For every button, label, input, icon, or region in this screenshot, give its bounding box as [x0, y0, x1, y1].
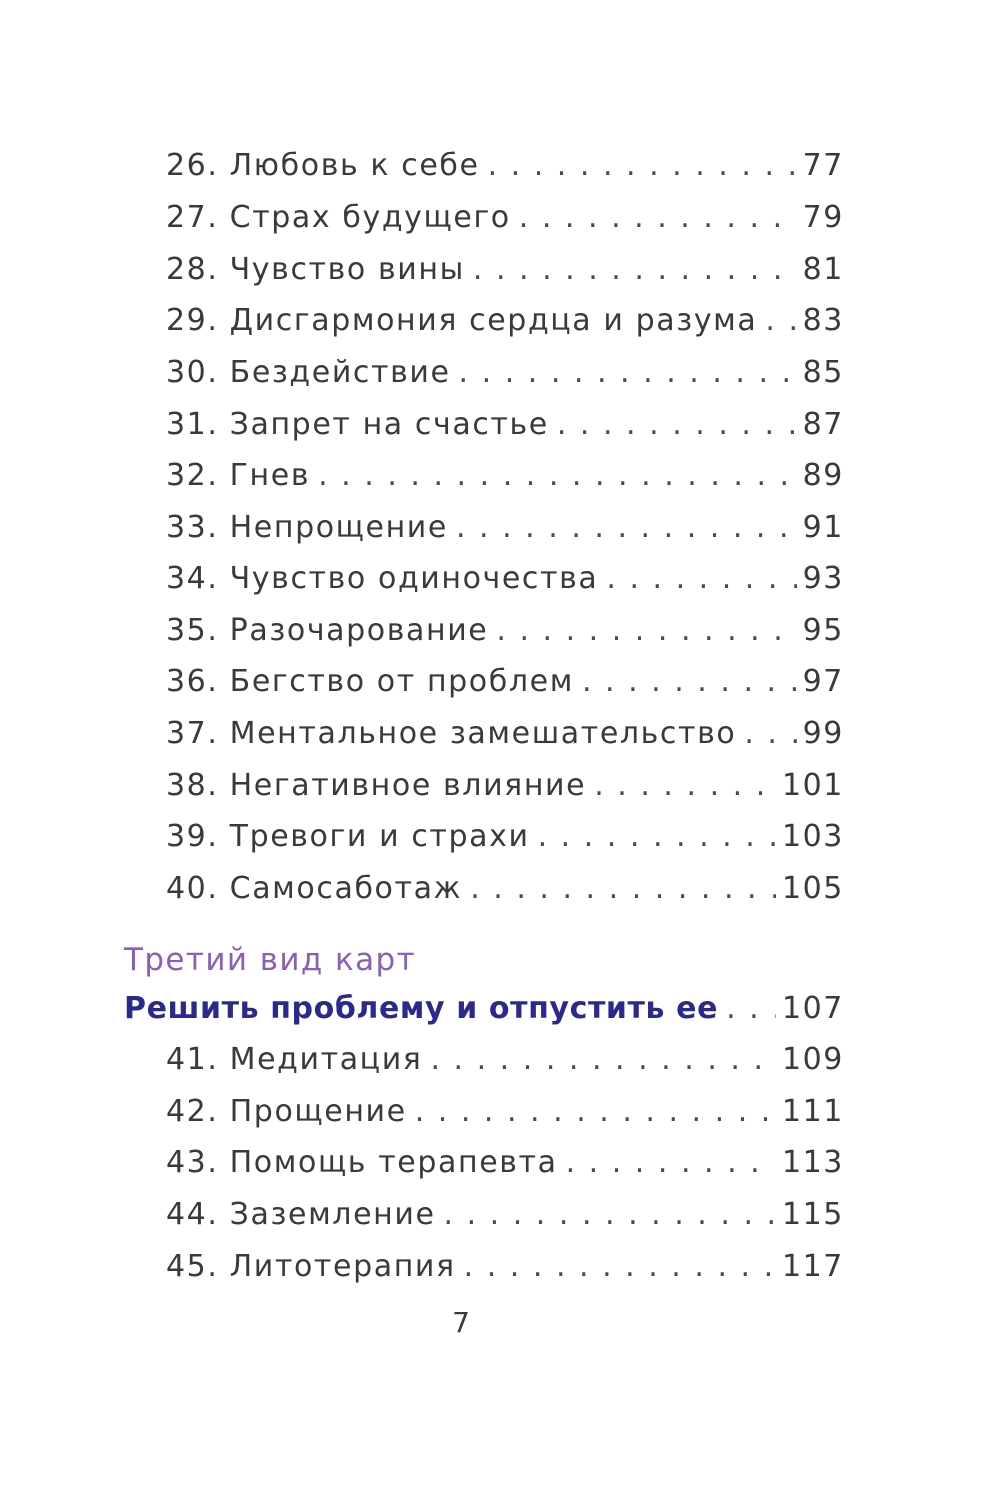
dot-leader [566, 1143, 776, 1183]
toc-entry-title: 28. Чувство вины [166, 252, 465, 287]
toc-entry-title: 38. Негативное влияние [166, 768, 587, 803]
toc-entry [166, 662, 844, 702]
toc-entry-title: 26. Любовь к себе [166, 148, 480, 183]
toc-entry-page: 113 [781, 1145, 844, 1180]
toc-entry [166, 1195, 844, 1235]
toc-entry-page: 95 [802, 613, 844, 648]
dot-leader [606, 559, 796, 599]
toc-entry-title: 39. Тревоги и страхи [166, 819, 530, 854]
toc-entry-title: 36. Бегство от проблем [166, 664, 574, 699]
toc-entry [166, 353, 844, 393]
toc-entry [166, 559, 844, 599]
toc-entry-page: 77 [802, 148, 844, 183]
dot-leader [726, 989, 776, 1029]
dot-leader [488, 146, 797, 186]
toc-entry-title: 27. Страх будущего [166, 200, 511, 235]
dot-leader [538, 817, 776, 857]
toc-entry-title: 30. Бездействие [166, 355, 451, 390]
toc-entry [166, 456, 844, 496]
toc-entry [166, 766, 844, 806]
toc-entry-title: 29. Дисгармония сердца и разума [166, 303, 758, 338]
toc-entry-page: 85 [802, 355, 844, 390]
toc-entry-page: 79 [802, 200, 844, 235]
section-page: 107 [781, 991, 844, 1026]
dot-leader [464, 1247, 776, 1287]
dot-leader [456, 508, 797, 548]
toc-entry-page: 93 [802, 561, 844, 596]
toc-entry-title: 32. Гнев [166, 458, 311, 493]
page-number: 7 [452, 1306, 470, 1339]
dot-leader [594, 766, 776, 806]
toc-entry-page: 99 [802, 716, 844, 751]
toc-entry-title: 31. Запрет на счастье [166, 407, 549, 442]
section-title-entry [124, 989, 844, 1029]
toc-entry-page: 81 [802, 252, 844, 287]
toc-entry [166, 714, 844, 754]
dot-leader [459, 353, 797, 393]
toc-entry [166, 1247, 844, 1287]
toc-entry-page: 111 [781, 1094, 844, 1129]
dot-leader [473, 250, 797, 290]
toc-entry [166, 1092, 844, 1132]
toc-entry-title: 35. Разочарование [166, 613, 489, 648]
dot-leader [744, 714, 796, 754]
dot-leader [582, 662, 797, 702]
toc-entry-title: 42. Прощение [166, 1094, 407, 1129]
toc-entry-title: 37. Ментальное замешательство [166, 716, 737, 751]
toc-entry [166, 198, 844, 238]
toc-entry-title: 33. Непрощение [166, 510, 448, 545]
dot-leader [557, 405, 797, 445]
dot-leader [496, 611, 796, 651]
toc-entry-page: 115 [781, 1197, 844, 1232]
toc-entry-page: 103 [781, 819, 844, 854]
toc-entry [166, 508, 844, 548]
toc-entry [166, 146, 844, 186]
toc-entry [166, 1143, 844, 1183]
toc-entry [166, 869, 844, 909]
toc-entry-page: 117 [781, 1249, 844, 1284]
toc-entry-page: 105 [781, 871, 844, 906]
toc-entry-page: 97 [802, 664, 844, 699]
toc-entry-page: 91 [802, 510, 844, 545]
toc-entry [166, 817, 844, 857]
toc-entry-title: 41. Медитация [166, 1042, 423, 1077]
toc-entry-page: 89 [802, 458, 844, 493]
toc-entry [166, 405, 844, 445]
toc-entry-title: 40. Самосаботаж [166, 871, 463, 906]
toc-entry-title: 43. Помощь терапевта [166, 1145, 558, 1180]
dot-leader [444, 1195, 776, 1235]
toc-entry-title: 34. Чувство одиночества [166, 561, 599, 596]
toc-entry-page: 87 [802, 407, 844, 442]
toc-entry-page: 83 [802, 303, 844, 338]
dot-leader [765, 301, 796, 341]
dot-leader [470, 869, 776, 909]
dot-leader [430, 1040, 775, 1080]
toc-entry-page: 101 [781, 768, 844, 803]
toc-entry [166, 611, 844, 651]
toc-entry [166, 250, 844, 290]
toc-entry-title: 45. Литотерапия [166, 1249, 456, 1284]
section-title: Решить проблему и отпустить ее [124, 991, 719, 1026]
dot-leader [415, 1092, 776, 1132]
toc-entry-title: 44. Заземление [166, 1197, 436, 1232]
toc-entry-page: 109 [781, 1042, 844, 1077]
toc-entry [166, 1040, 844, 1080]
section-kind-heading: Третий вид карт [124, 942, 417, 978]
toc-entry [166, 301, 844, 341]
dot-leader [318, 456, 797, 496]
dot-leader [519, 198, 797, 238]
